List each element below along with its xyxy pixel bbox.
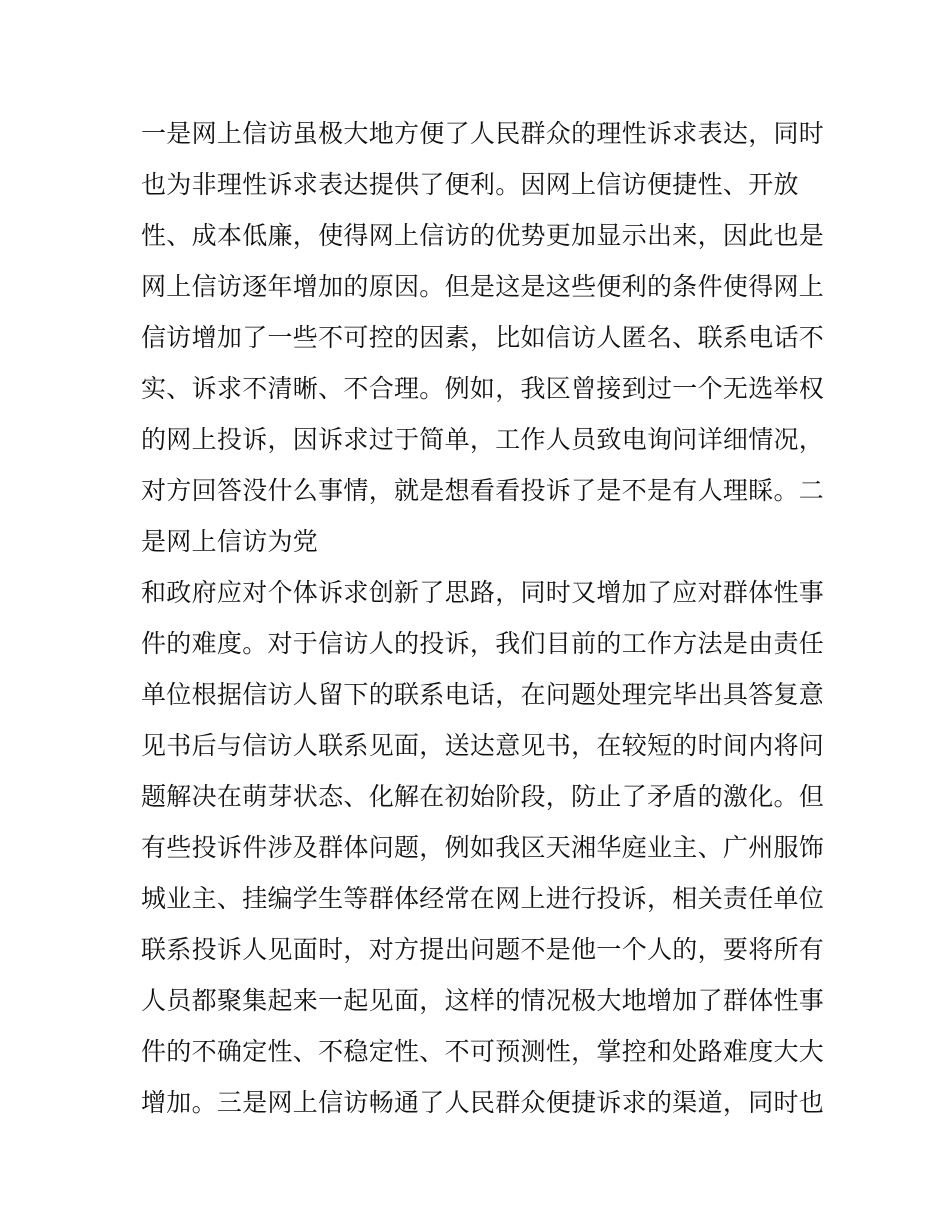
text-line: 的网上投诉，因诉求过于简单，工作人员致电询问详细情况，: [141, 425, 825, 454]
text-line: 一是网上信访虽极大地方便了人民群众的理性诉求表达，同时: [141, 119, 825, 148]
text-line: 件的难度。对于信访人的投诉，我们目前的工作方法是由责任: [141, 629, 825, 658]
text-line: 增加。三是网上信访畅通了人民群众便捷诉求的渠道，同时也: [141, 1088, 825, 1117]
text-line: 有些投诉件涉及群体问题，例如我区天湘华庭业主、广州服饰: [141, 833, 825, 862]
text-line: 网上信访逐年增加的原因。但是这是这些便利的条件使得网上: [141, 272, 825, 301]
text-line: 联系投诉人见面时，对方提出问题不是他一个人的，要将所有: [141, 935, 825, 964]
text-line: 人员都聚集起来一起见面，这样的情况极大地增加了群体性事: [141, 986, 825, 1015]
text-line: 也为非理性诉求表达提供了便利。因网上信访便捷性、开放: [141, 170, 799, 199]
text-line: 对方回答没什么事情，就是想看看投诉了是不是有人理睬。二: [141, 476, 825, 505]
text-line: 单位根据信访人留下的联系电话，在问题处理完毕出具答复意: [141, 680, 825, 709]
text-line: 性、成本低廉，使得网上信访的优势更加显示出来，因此也是: [141, 221, 825, 250]
text-line: 城业主、挂编学生等群体经常在网上进行投诉，相关责任单位: [141, 884, 825, 913]
text-line: 和政府应对个体诉求创新了思路，同时又增加了应对群体性事: [141, 578, 825, 607]
text-line: 是网上信访为党: [141, 527, 319, 556]
text-line: 见书后与信访人联系见面，送达意见书，在较短的时间内将问: [141, 731, 825, 760]
text-line: 件的不确定性、不稳定性、不可预测性，掌控和处路难度大大: [141, 1037, 825, 1066]
text-line: 信访增加了一些不可控的因素，比如信访人匿名、联系电话不: [141, 323, 825, 352]
text-line: 实、诉求不清晰、不合理。例如，我区曾接到过一个无选举权: [141, 374, 825, 403]
body-text: [141, 108, 825, 1128]
text-line: 题解决在萌芽状态、化解在初始阶段，防止了矛盾的激化。但: [141, 782, 825, 811]
